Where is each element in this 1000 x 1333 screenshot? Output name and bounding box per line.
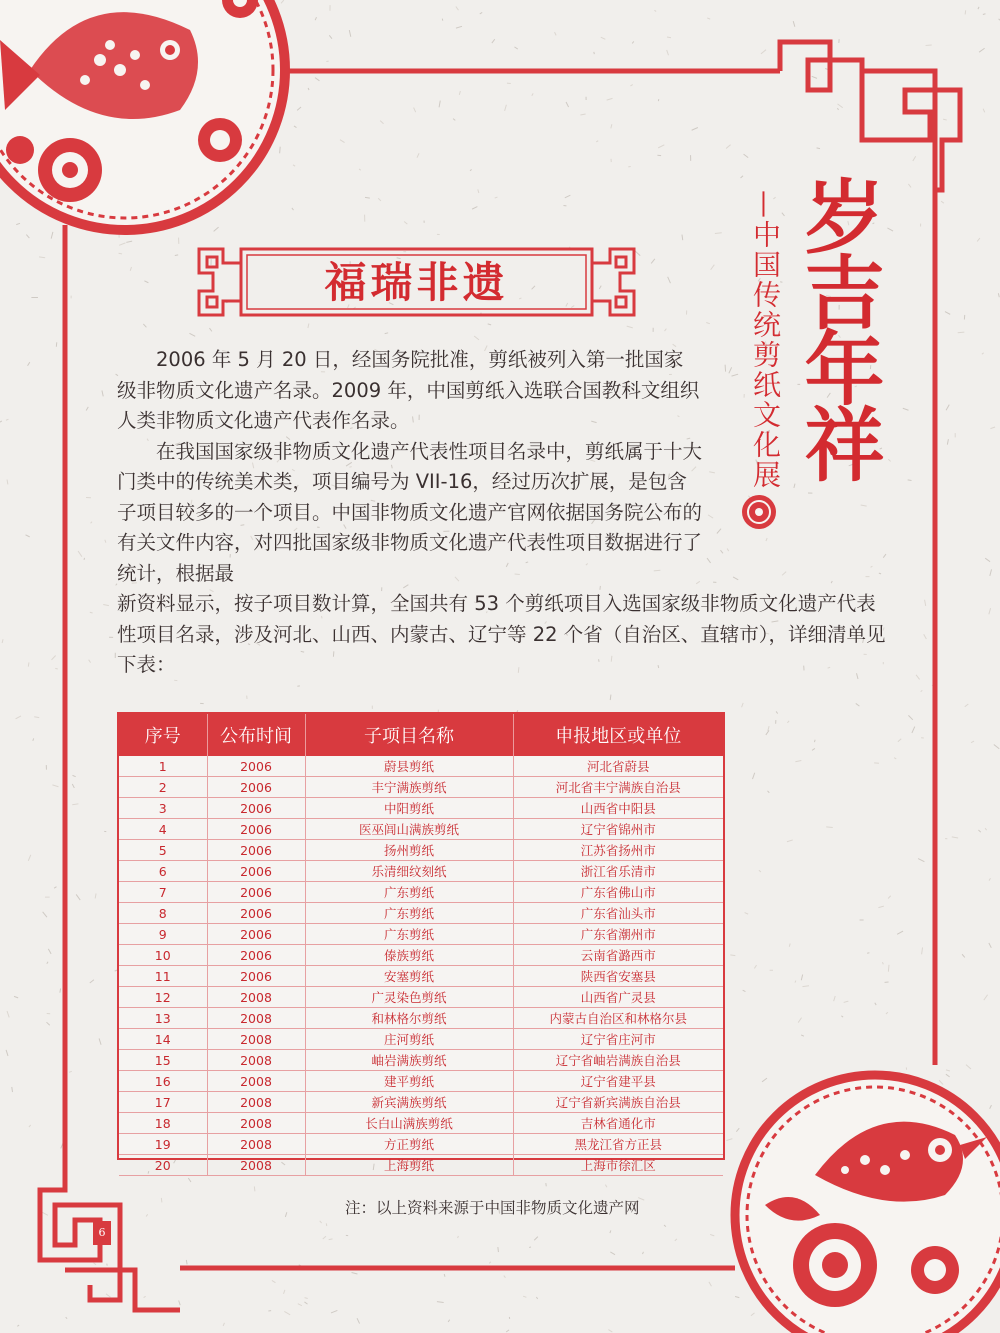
- table-row: [119, 819, 723, 840]
- cell-region: 黑龙江省方正县: [513, 1134, 723, 1155]
- table-row: [119, 798, 723, 819]
- table-row: [119, 987, 723, 1008]
- cell-item-name: 扬州剪纸: [305, 840, 513, 861]
- cell-item-name: 建平剪纸: [305, 1071, 513, 1092]
- cell-item-name: 上海剪纸: [305, 1155, 513, 1176]
- cell-item-name: 长白山满族剪纸: [305, 1113, 513, 1134]
- cell-year: 2006: [207, 945, 305, 966]
- cell-index: 14: [119, 1029, 207, 1050]
- papercut-fish-medallion: [0, 0, 310, 250]
- cell-year: 2008: [207, 1092, 305, 1113]
- table-row: [119, 1113, 723, 1134]
- cell-region: 陕西省安塞县: [513, 966, 723, 987]
- cell-region: 河北省丰宁满族自治县: [513, 777, 723, 798]
- table-row: [119, 840, 723, 861]
- source-note: 注：以上资料来源于中国非物质文化遗产网: [345, 1199, 640, 1217]
- table-row: [119, 756, 723, 777]
- article-body: [117, 345, 892, 681]
- page-number: 6: [93, 1221, 111, 1245]
- cell-year: 2006: [207, 861, 305, 882]
- cell-year: 2008: [207, 987, 305, 1008]
- table-row: [119, 777, 723, 798]
- cell-year: 2006: [207, 819, 305, 840]
- cell-region: 浙江省乐清市: [513, 861, 723, 882]
- cell-item-name: 广东剪纸: [305, 924, 513, 945]
- header-index: 序号: [119, 714, 207, 756]
- cell-index: 1: [119, 756, 207, 777]
- table-row: [119, 1071, 723, 1092]
- table-row: [119, 924, 723, 945]
- cell-year: 2006: [207, 903, 305, 924]
- table-row: [119, 1134, 723, 1155]
- cell-item-name: 安塞剪纸: [305, 966, 513, 987]
- paragraph-2-wide: 新资料显示，按子项目数计算，全国共有 53 个剪纸项目入选国家级非物质文化遗产代表性项目名录，涉及河北、山西、内蒙古、辽宁等 22 个省（自治区、直辖市），详细清单见下表：: [117, 592, 886, 676]
- cell-item-name: 广东剪纸: [305, 903, 513, 924]
- cell-item-name: 岫岩满族剪纸: [305, 1050, 513, 1071]
- cell-region: 江苏省扬州市: [513, 840, 723, 861]
- section-title: 福瑞非遗: [324, 258, 509, 307]
- cell-item-name: 和林格尔剪纸: [305, 1008, 513, 1029]
- cell-year: 2006: [207, 777, 305, 798]
- vertical-main-title: 岁吉年祥: [791, 175, 885, 479]
- cell-year: 2008: [207, 1029, 305, 1050]
- table-row: [119, 1050, 723, 1071]
- cell-region: 云南省潞西市: [513, 945, 723, 966]
- header-item-name: 子项目名称: [305, 714, 513, 756]
- cell-region: 山西省广灵县: [513, 987, 723, 1008]
- cell-index: 6: [119, 861, 207, 882]
- cell-index: 11: [119, 966, 207, 987]
- papercut-projects-table: [117, 712, 725, 1173]
- table-row: [119, 861, 723, 882]
- paragraph-1: 2006 年 5 月 20 日，经国务院批准，剪纸被列入第一批国家级非物质文化遗产名录。2009 年，中国剪纸入选联合国教科文组织人类非物质文化遗产代表作名录。: [117, 348, 700, 432]
- cell-item-name: 傣族剪纸: [305, 945, 513, 966]
- table-row: [119, 1092, 723, 1113]
- table-row: [119, 1029, 723, 1050]
- cell-item-name: 广东剪纸: [305, 882, 513, 903]
- cell-year: 2008: [207, 1155, 305, 1176]
- cell-item-name: 乐清细纹刻纸: [305, 861, 513, 882]
- cell-year: 2008: [207, 1071, 305, 1092]
- cell-region: 吉林省通化市: [513, 1113, 723, 1134]
- table-row: [119, 882, 723, 903]
- projects-table: [119, 714, 723, 1176]
- cell-index: 15: [119, 1050, 207, 1071]
- header-region: 申报地区或单位: [513, 714, 723, 756]
- cell-region: 辽宁省岫岩满族自治县: [513, 1050, 723, 1071]
- cell-item-name: 中阳剪纸: [305, 798, 513, 819]
- cell-index: 17: [119, 1092, 207, 1113]
- table-header-row: [119, 714, 723, 756]
- cell-index: 5: [119, 840, 207, 861]
- table-row: [119, 945, 723, 966]
- cell-index: 2: [119, 777, 207, 798]
- table-row: [119, 1155, 723, 1176]
- table-row: [119, 903, 723, 924]
- paragraph-2-narrow: 在我国国家级非物质文化遗产代表性项目名录中，剪纸属于十大门类中的传统美术类，项目编号为 VII-16，经过历次扩展，是包含子项目较多的一个项目。中国非物质文化遗产官网依据国务院公布的有关文件内容，对四批国家级非物质文化遗产代表性项目数据进行了统计，根据最: [117, 439, 703, 585]
- cell-index: 16: [119, 1071, 207, 1092]
- cell-region: 上海市徐汇区: [513, 1155, 723, 1176]
- cell-item-name: 方正剪纸: [305, 1134, 513, 1155]
- table-row: [119, 966, 723, 987]
- cell-region: 内蒙古自治区和林格尔县: [513, 1008, 723, 1029]
- cell-item-name: 庄河剪纸: [305, 1029, 513, 1050]
- cell-region: 辽宁省庄河市: [513, 1029, 723, 1050]
- cell-index: 19: [119, 1134, 207, 1155]
- cell-year: 2006: [207, 924, 305, 945]
- cell-year: 2006: [207, 756, 305, 777]
- cell-region: 辽宁省新宾满族自治县: [513, 1092, 723, 1113]
- cell-index: 3: [119, 798, 207, 819]
- cell-index: 20: [119, 1155, 207, 1176]
- header-year: 公布时间: [207, 714, 305, 756]
- cell-region: 山西省中阳县: [513, 798, 723, 819]
- cell-region: 辽宁省锦州市: [513, 819, 723, 840]
- cell-index: 18: [119, 1113, 207, 1134]
- vertical-subtitle: —中国传统剪纸文化展: [749, 190, 782, 490]
- cell-index: 9: [119, 924, 207, 945]
- cell-region: 广东省佛山市: [513, 882, 723, 903]
- cell-year: 2008: [207, 1008, 305, 1029]
- cell-year: 2008: [207, 1050, 305, 1071]
- cell-region: 广东省潮州市: [513, 924, 723, 945]
- cell-region: 河北省蔚县: [513, 756, 723, 777]
- papercut-bird-medallion: [725, 1055, 1000, 1333]
- cell-index: 13: [119, 1008, 207, 1029]
- cell-item-name: 医巫闾山满族剪纸: [305, 819, 513, 840]
- cell-index: 8: [119, 903, 207, 924]
- cell-index: 4: [119, 819, 207, 840]
- cell-year: 2006: [207, 966, 305, 987]
- cell-year: 2008: [207, 1113, 305, 1134]
- cell-index: 10: [119, 945, 207, 966]
- cell-year: 2006: [207, 882, 305, 903]
- cell-item-name: 蔚县剪纸: [305, 756, 513, 777]
- cell-index: 12: [119, 987, 207, 1008]
- cell-region: 辽宁省建平县: [513, 1071, 723, 1092]
- cell-year: 2006: [207, 840, 305, 861]
- cell-year: 2006: [207, 798, 305, 819]
- cell-item-name: 新宾满族剪纸: [305, 1092, 513, 1113]
- table-row: [119, 1008, 723, 1029]
- cell-index: 7: [119, 882, 207, 903]
- cell-item-name: 丰宁满族剪纸: [305, 777, 513, 798]
- cell-item-name: 广灵染色剪纸: [305, 987, 513, 1008]
- cell-region: 广东省汕头市: [513, 903, 723, 924]
- cell-year: 2008: [207, 1134, 305, 1155]
- title-banner: [193, 243, 640, 321]
